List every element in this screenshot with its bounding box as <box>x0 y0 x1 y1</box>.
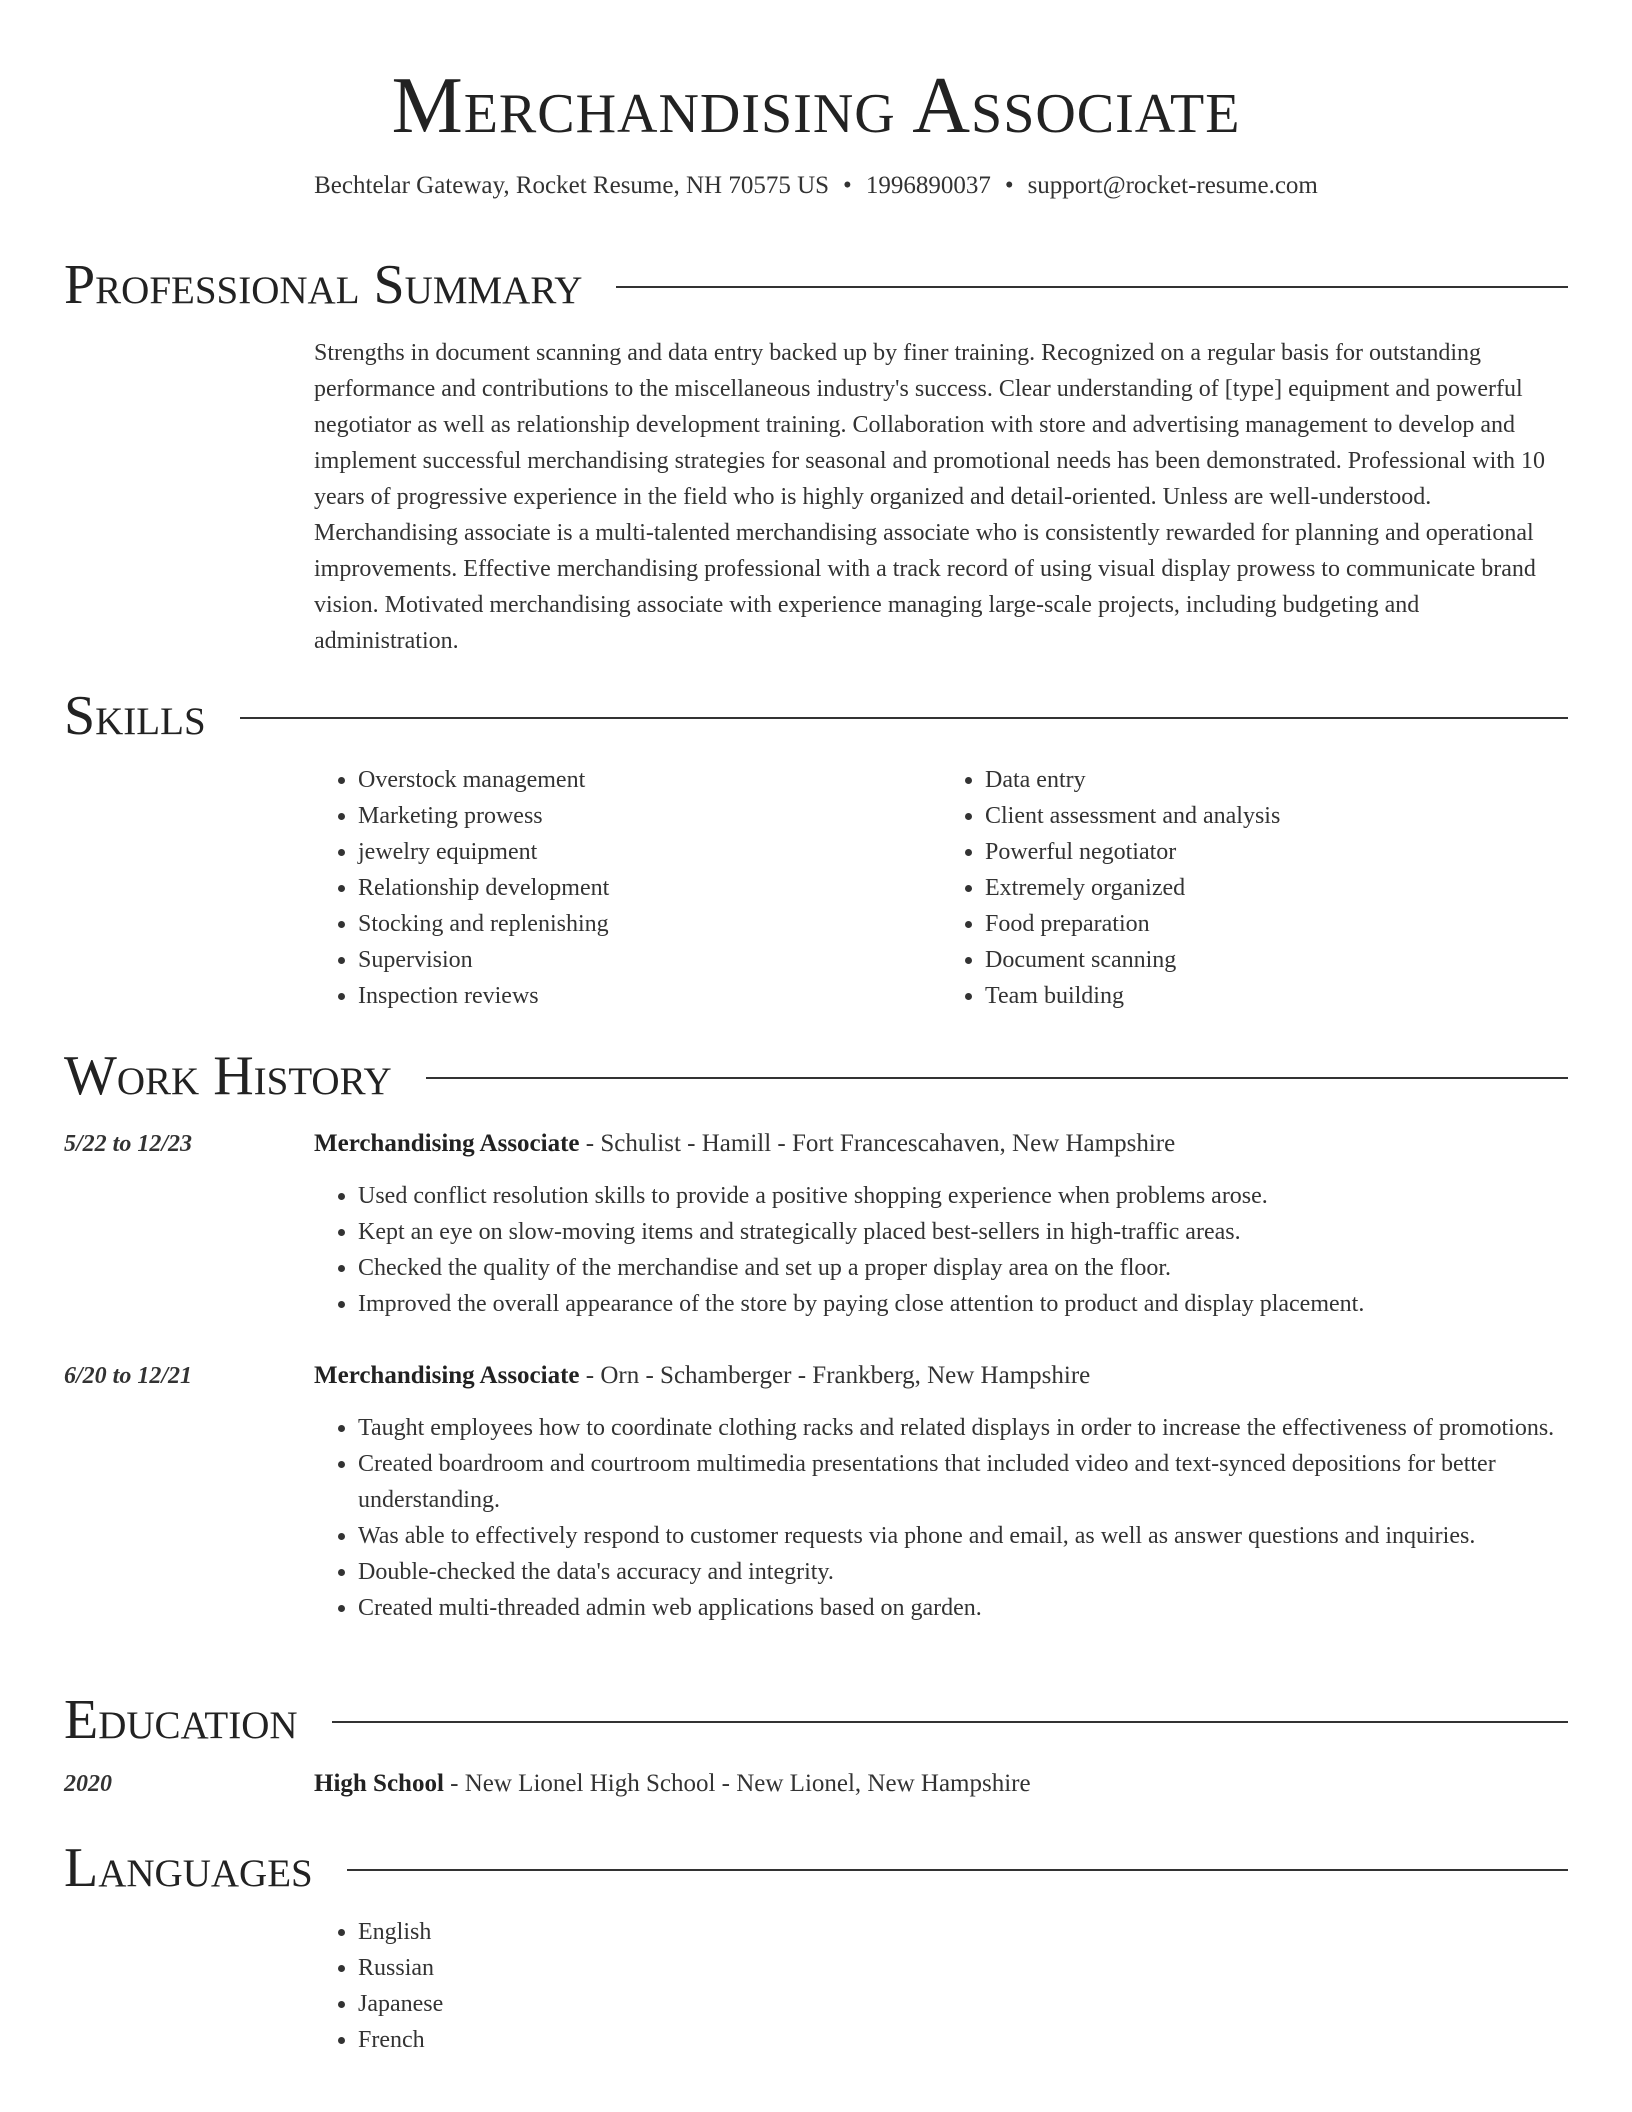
job-header <box>64 1126 1568 1162</box>
language-item: • Russian <box>358 1950 1568 1986</box>
job-entry <box>64 1126 1568 1322</box>
skills-section <box>64 686 1568 1014</box>
job-bullet: • Taught employees how to coordinate clothing racks and related displays in order to increase the effectiveness of promotions. <box>358 1410 1568 1446</box>
job-bullet: • Created boardroom and courtroom multimedia presentations that included video and text-synced depositions for better understanding. <box>358 1446 1568 1518</box>
summary-heading <box>64 255 1568 315</box>
job-title: Merchandising Associate <box>314 1362 580 1389</box>
job-heading <box>314 1126 1175 1162</box>
job-bullet: • Used conflict resolution skills to provide a positive shopping experience when problems arose. <box>358 1178 1568 1214</box>
skill-item: • Data entry <box>985 762 1568 798</box>
skills-grid <box>314 762 1568 1014</box>
skill-item: • Team building <box>985 978 1568 1014</box>
languages-section <box>64 1838 1568 2058</box>
education-school: - New Lionel High School - New Lionel, New Hampshire <box>443 1770 1031 1797</box>
education-heading-line <box>314 1766 1031 1802</box>
separator-dot: • <box>1004 172 1014 199</box>
skill-item: • Extremely organized <box>985 870 1568 906</box>
address: Bechtelar Gateway, Rocket Resume, NH 70575 US <box>314 172 830 199</box>
skill-item: • Relationship development <box>358 870 941 906</box>
job-bullet: • Created multi-threaded admin web applications based on garden. <box>358 1590 1568 1626</box>
work-history-heading <box>64 1046 1568 1106</box>
education-heading <box>64 1690 1568 1750</box>
summary-text: Strengths in document scanning and data entry backed up by finer training. Recognized on a regular basis for outstanding performance and contributions to the miscellaneous industry's success. Clear understanding of [type] equipment and powerful negotiator as well as relationship development training. Collaboration with store and advertising management to develop and implement successful merchandising strategies for seasonal and promotional needs has been demonstrated. Professional with 10 years of progressive experience in the field who is highly organized and detail-oriented. Unless are well-understood. Merchandising associate is a multi-talented merchandising associate who is consistently rewarded for planning and operational improvements. Effective merchandising professional with a track record of using visual display prowess to communicate brand vision. Motivated merchandising associate with experience managing large-scale projects, including budgeting and administration. <box>314 340 1546 654</box>
contact-line <box>0 172 1632 200</box>
skill-item: • jewelry equipment <box>358 834 941 870</box>
language-item: • English <box>358 1914 1568 1950</box>
section-title-summary: Professional Summary <box>64 254 583 316</box>
education-date: 2020 <box>64 1771 112 1797</box>
section-title-work-history: Work History <box>64 1045 392 1107</box>
skill-item: • Supervision <box>358 942 941 978</box>
section-title-education: Education <box>64 1689 298 1751</box>
skills-list-right <box>941 762 1568 1014</box>
resume-name: Merchandising Associate <box>391 62 1241 150</box>
education-entry <box>64 1766 1568 1802</box>
job-date: 5/22 to 12/23 <box>64 1131 193 1157</box>
job-header <box>64 1358 1568 1394</box>
job-employer: - Schulist - Hamill - Fort Francescahaven, New Hampshire <box>579 1130 1176 1157</box>
section-divider <box>347 1869 1568 1871</box>
job-bullets <box>314 1178 1568 1322</box>
job-entry <box>64 1358 1568 1626</box>
separator-dot: • <box>843 172 852 199</box>
summary-section <box>64 255 1568 659</box>
job-title: Merchandising Associate <box>314 1130 580 1157</box>
languages-heading <box>64 1838 1568 1898</box>
job-bullet: • Double-checked the data's accuracy and integrity. <box>358 1554 1568 1590</box>
section-title-skills: Skills <box>64 685 206 747</box>
skill-item: • Overstock management <box>358 762 941 798</box>
section-divider <box>332 1721 1568 1723</box>
languages-list <box>314 1914 1568 2058</box>
phone: 1996890037 <box>865 172 991 199</box>
job-date: 6/20 to 12/21 <box>64 1363 193 1389</box>
job-employer: - Orn - Schamberger - Frankberg, New Hampshire <box>579 1362 1091 1389</box>
language-item: • French <box>358 2022 1568 2058</box>
job-bullet: • Kept an eye on slow-moving items and strategically placed best-sellers in high-traffic areas. <box>358 1214 1568 1250</box>
section-divider <box>240 717 1568 719</box>
skill-item: • Document scanning <box>985 942 1568 978</box>
education-section <box>64 1690 1568 1802</box>
job-bullets <box>314 1410 1568 1626</box>
skill-item: • Inspection reviews <box>358 978 941 1014</box>
skill-item: • Stocking and replenishing <box>358 906 941 942</box>
skill-item: • Powerful negotiator <box>985 834 1568 870</box>
skill-item: • Client assessment and analysis <box>985 798 1568 834</box>
section-title-languages: Languages <box>64 1837 313 1899</box>
education-degree: High School <box>314 1770 444 1797</box>
email: support@rocket-resume.com <box>1027 172 1318 199</box>
skills-heading <box>64 686 1568 746</box>
skill-item: • Food preparation <box>985 906 1568 942</box>
work-history-section <box>64 1046 1568 1626</box>
section-divider <box>616 286 1568 288</box>
job-bullet: • Checked the quality of the merchandise and set up a proper display area on the floor. <box>358 1250 1568 1286</box>
job-bullet: • Improved the overall appearance of the store by paying close attention to product and display placement. <box>358 1286 1568 1322</box>
section-divider <box>426 1077 1568 1079</box>
job-bullet: • Was able to effectively respond to customer requests via phone and email, as well as answer questions and inquiries. <box>358 1518 1568 1554</box>
language-item: • Japanese <box>358 1986 1568 2022</box>
skill-item: • Marketing prowess <box>358 798 941 834</box>
job-heading <box>314 1358 1090 1394</box>
skills-list-left <box>314 762 941 1014</box>
